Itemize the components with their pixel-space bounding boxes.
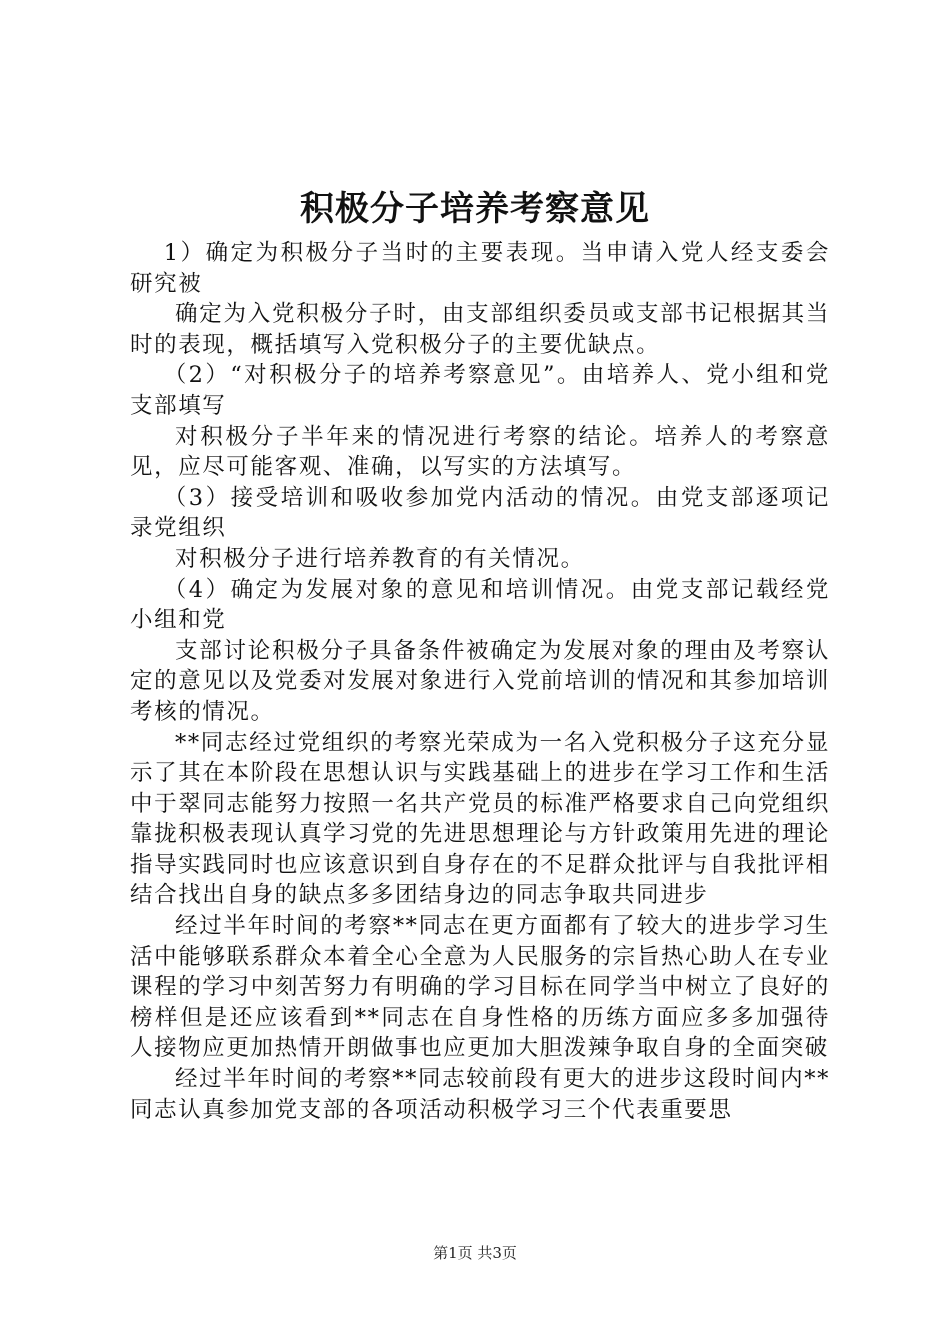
paragraph: （2）“对积极分子的培养考察意见”。由培养人、党小组和党支部填写 bbox=[130, 362, 830, 419]
paragraph: **同志经过党组织的考察光荣成为一名入党积极分子这充分显示了其在本阶段在思想认识与实践基础上的进步在学习工作和生活中于翠同志能努力按照一名共产党员的标准严格要求自己向党组织靠拢积极表现认真学习党的先进思想理论与方针政策用先进的理论指导实践同时也应该意识到自身存在的不足群众批评与自我批评相结合找出自身的缺点多多团结身边的同志争取共同进步 bbox=[130, 729, 830, 909]
paragraph: 支部讨论积极分子具备条件被确定为发展对象的理由及考察认定的意见以及党委对发展对象进行入党前培训的情况和其参加培训考核的情况。 bbox=[130, 637, 830, 725]
paragraph: 经过半年时间的考察**同志较前段有更大的进步这段时间内**同志认真参加党支部的各项活动积极学习三个代表重要思 bbox=[130, 1066, 830, 1123]
paragraph: 1）确定为积极分子当时的主要表现。当申请入党人经支委会研究被 bbox=[130, 240, 830, 297]
page-footer: 第1页 共3页 bbox=[433, 1244, 517, 1262]
document-title: 积极分子培养考察意见 bbox=[300, 189, 650, 229]
paragraph: 对积极分子半年来的情况进行考察的结论。培养人的考察意见，应尽可能客观、准确，以写实的方法填写。 bbox=[130, 423, 830, 481]
paragraph: 经过半年时间的考察**同志在更方面都有了较大的进步学习生活中能够联系群众本着全心全意为人民服务的宗旨热心助人在专业课程的学习中刻苦努力有明确的学习目标在同学当中树立了良好的榜样但是还应该看到**同志在自身性格的历练方面应多多加强待人接物应更加热情开朗做事也应更加大胆泼辣争取自身的全面突破 bbox=[130, 913, 830, 1062]
paragraph: 对积极分子进行培养教育的有关情况。 bbox=[175, 545, 585, 572]
paragraph: （4）确定为发展对象的意见和培训情况。由党支部记载经党小组和党 bbox=[130, 576, 830, 634]
document-body bbox=[130, 238, 830, 1125]
paragraph: （3）接受培训和吸收参加党内活动的情况。由党支部逐项记录党组织 bbox=[130, 484, 830, 542]
paragraph: 确定为入党积极分子时，由支部组织委员或支部书记根据其当时的表现，概括填写入党积极分子的主要优缺点。 bbox=[130, 301, 830, 358]
